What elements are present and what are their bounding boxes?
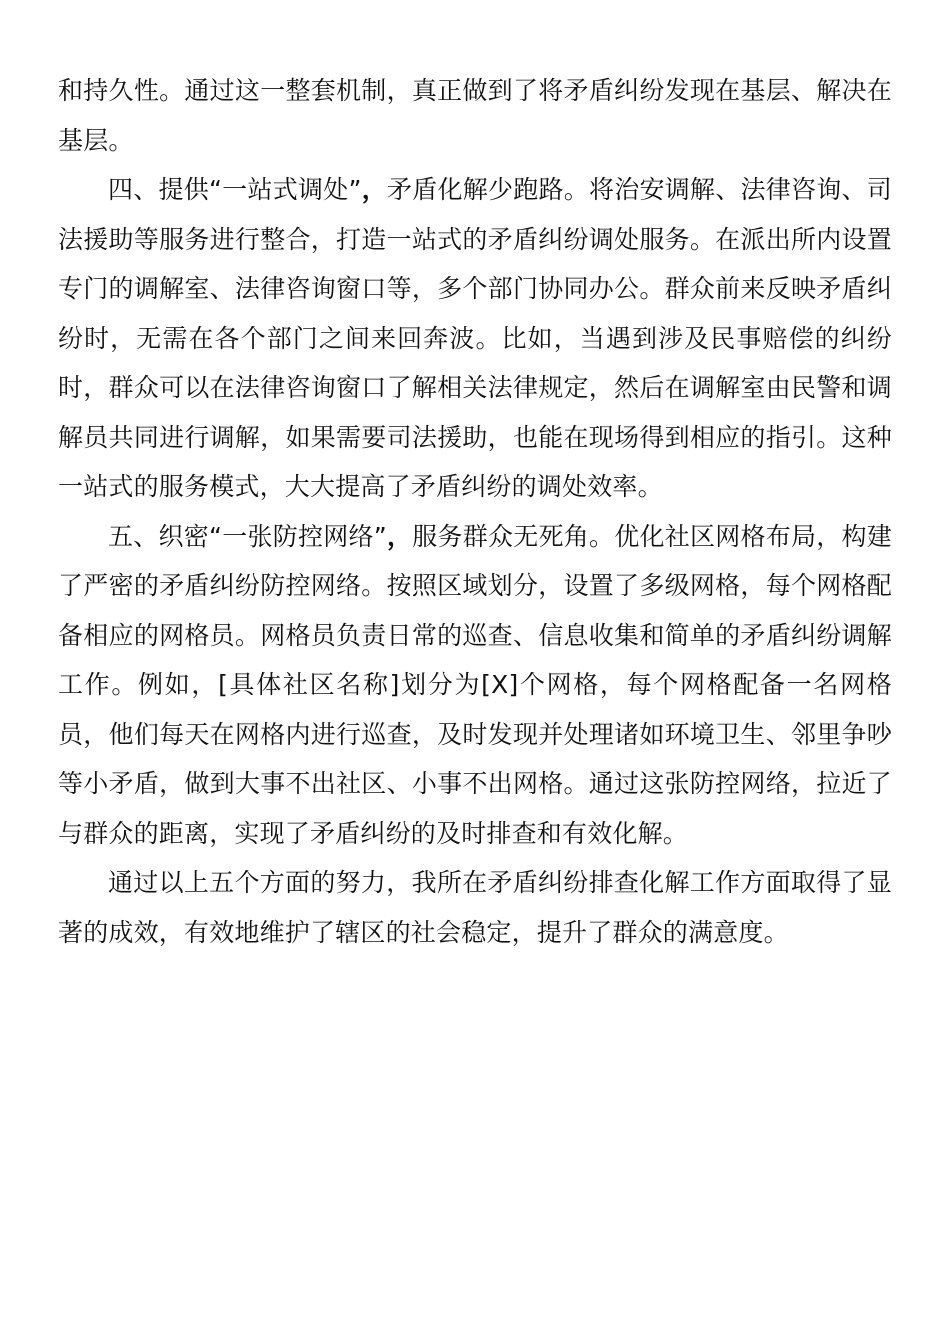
section-heading-five: 五、织密“一张防控网络” — [108, 521, 387, 551]
paragraph-section-four — [58, 165, 892, 512]
section-heading-four-mark: ， — [361, 175, 387, 204]
section-heading-five-mark: ， — [386, 521, 413, 551]
paragraph-body: 和持久性。通过这一整套机制，真正做到了将矛盾纠纷发现在基层、解决在基层。 — [58, 76, 892, 155]
section-heading-four: 四、提供“一站式调处” — [108, 175, 362, 204]
paragraph-body: 通过以上五个方面的努力，我所在矛盾纠纷排查化解工作方面取得了显著的成效，有效地维护了辖区的社会稳定，提升了群众的满意度。 — [58, 868, 892, 947]
paragraph-section-five — [58, 512, 892, 859]
document-page — [58, 66, 892, 957]
paragraph-continuation — [58, 66, 892, 165]
paragraph-body: 矛盾化解少跑路。将治安调解、法律咨询、司法援助等服务进行整合，打造一站式的矛盾纠纷调处服务。在派出所内设置专门的调解室、法律咨询窗口等，多个部门协同办公。群众前来反映矛盾纠纷时，无需在各个部门之间来回奔波。比如，当遇到涉及民事赔偿的纠纷时，群众可以在法律咨询窗口了解相关法律规定，然后在调解室由民警和调解员共同进行调解，如果需要司法援助，也能在现场得到相应的指引。这种一站式的服务模式，大大提高了矛盾纠纷的调处效率。 — [58, 175, 892, 501]
paragraph-body: 服务群众无死角。优化社区网格布局，构建了严密的矛盾纠纷防控网络。按照区域划分，设置了多级网格，每个网格配备相应的网格员。网格员负责日常的巡查、信息收集和简单的矛盾纠纷调解工作。例如，[具体社区名称]划分为[X]个网格，每个网格配备一名网格员，他们每天在网格内进行巡查，及时发现并处理诸如环境卫生、邻里争吵等小矛盾，做到大事不出社区、小事不出网格。通过这张防控网络，拉近了与群众的距离，实现了矛盾纠纷的及时排查和有效化解。 — [58, 521, 892, 848]
paragraph-conclusion — [58, 858, 892, 957]
